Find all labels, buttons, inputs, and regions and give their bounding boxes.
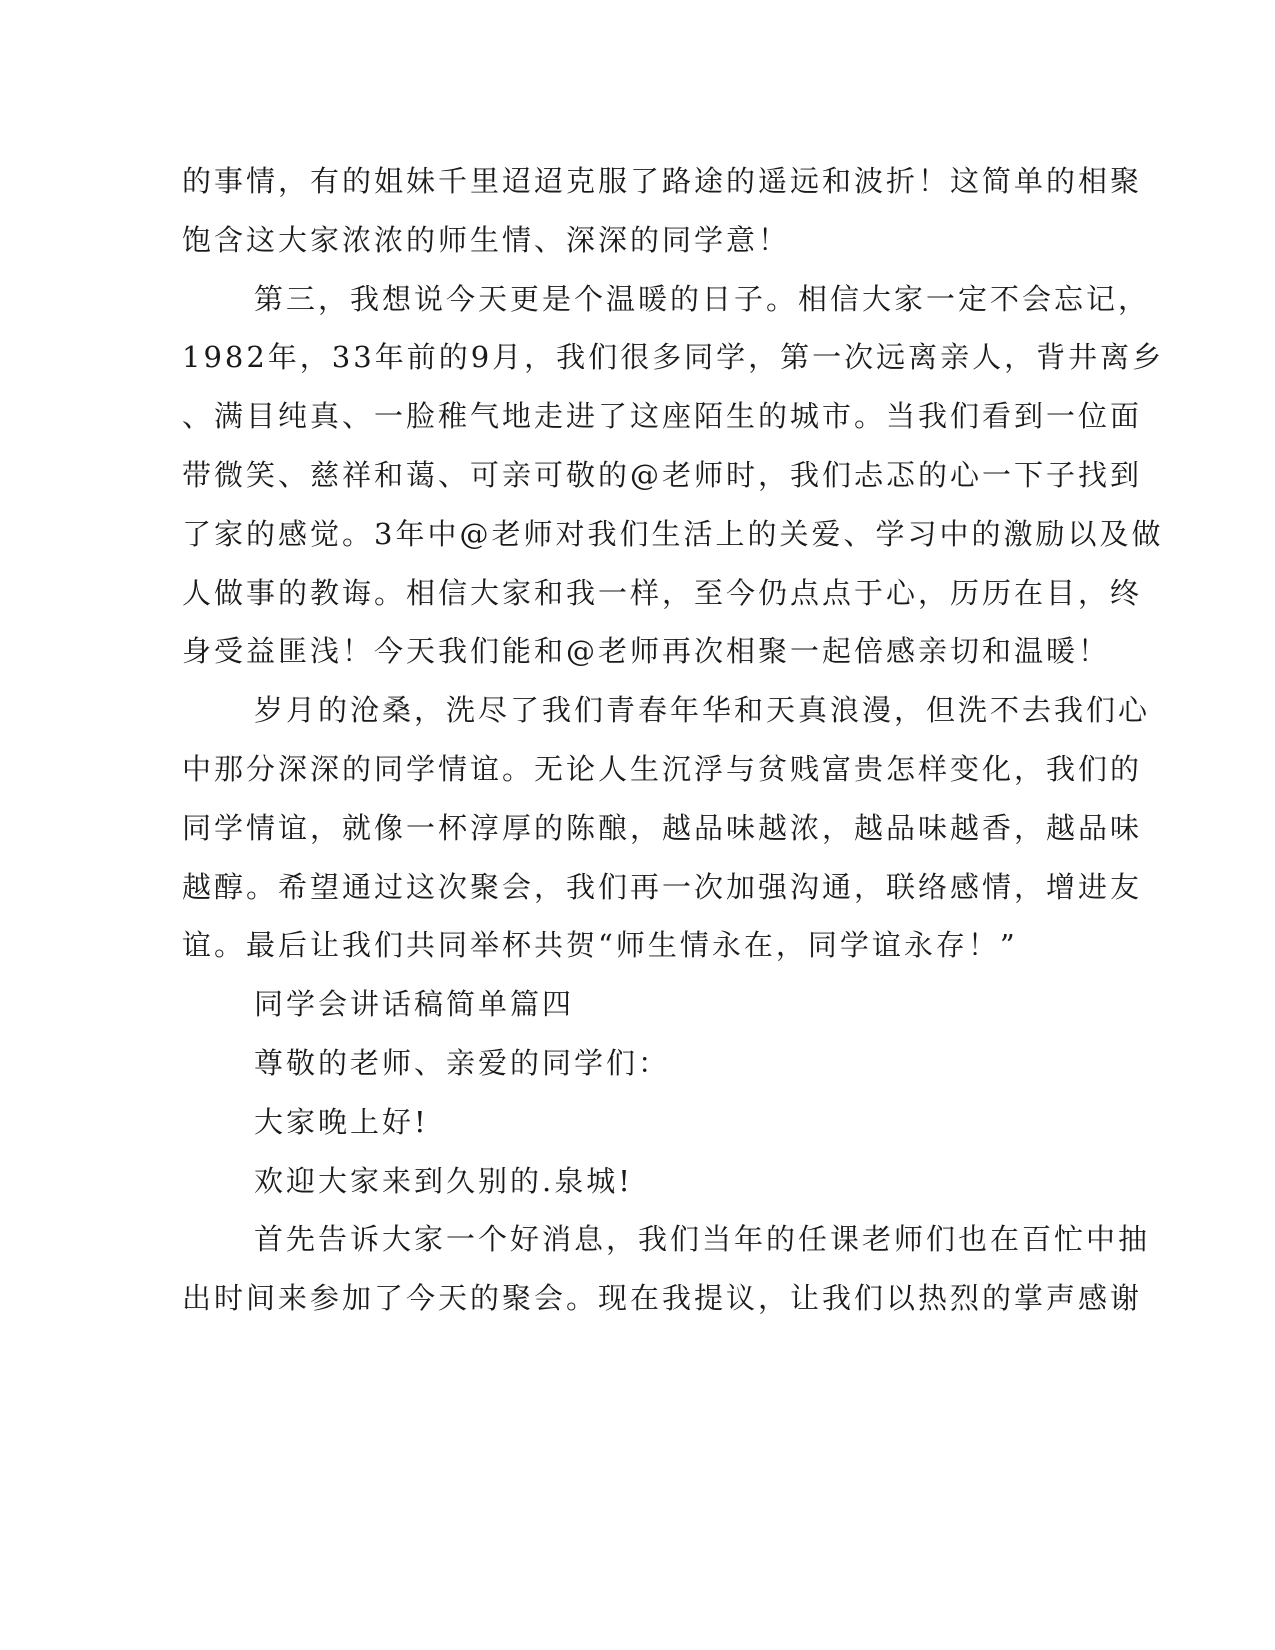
- text-line: 第三，我想说今天更是个温暖的日子。相信大家一定不会忘记，: [254, 281, 1151, 316]
- text-line: 中那分深深的同学情谊。无论人生沉浮与贫贱富贵怎样变化，我们的: [182, 751, 1143, 786]
- text-line: 了家的感觉。3年中@老师对我们生活上的关爱、学习中的激励以及做: [182, 516, 1164, 551]
- text-line: 身受益匪浅！今天我们能和@老师再次相聚一起倍感亲切和温暖！: [182, 634, 1111, 669]
- text-line: 首先告诉大家一个好消息，我们当年的任课老师们也在百忙中抽: [254, 1222, 1151, 1257]
- text-line: 出时间来参加了今天的聚会。现在我提议，让我们以热烈的掌声感谢: [182, 1281, 1143, 1316]
- text-line: 饱含这大家浓浓的师生情、深深的同学意！: [182, 222, 791, 257]
- section-heading: 同学会讲话稿简单篇四: [254, 987, 575, 1022]
- text-line: 越醇。希望通过这次聚会，我们再一次加强沟通，联络感情，增进友: [182, 869, 1143, 904]
- text-line: 同学情谊，就像一杯淳厚的陈酿，越品味越浓，越品味越香，越品味: [182, 810, 1143, 845]
- greeting: 大家晚上好!: [254, 1104, 429, 1139]
- text-line: 谊。最后让我们共同举杯共贺“师生情永在，同学谊永存！”: [182, 928, 1018, 963]
- welcome-line: 欢迎大家来到久别的.泉城!: [254, 1163, 633, 1198]
- text-line: 人做事的教诲。相信大家和我一样，至今仍点点于心，历历在目，终: [182, 575, 1143, 610]
- text-line: 的事情，有的姐妹千里迢迢克服了路途的遥远和波折！这简单的相聚: [182, 164, 1143, 198]
- text-line: 1982年，33年前的9月，我们很多同学，第一次远离亲人，背井离乡: [182, 340, 1165, 375]
- text-line: 带微笑、慈祥和蔼、可亲可敬的@老师时，我们忐忑的心一下子找到: [182, 457, 1143, 492]
- text-line: 岁月的沧桑，洗尽了我们青春年华和天真浪漫，但洗不去我们心: [254, 693, 1151, 728]
- salutation: 尊敬的老师、亲爱的同学们：: [254, 1045, 671, 1080]
- document-body: [182, 152, 1165, 1328]
- text-line: 、满目纯真、一脸稚气地走进了这座陌生的城市。当我们看到一位面: [182, 399, 1143, 434]
